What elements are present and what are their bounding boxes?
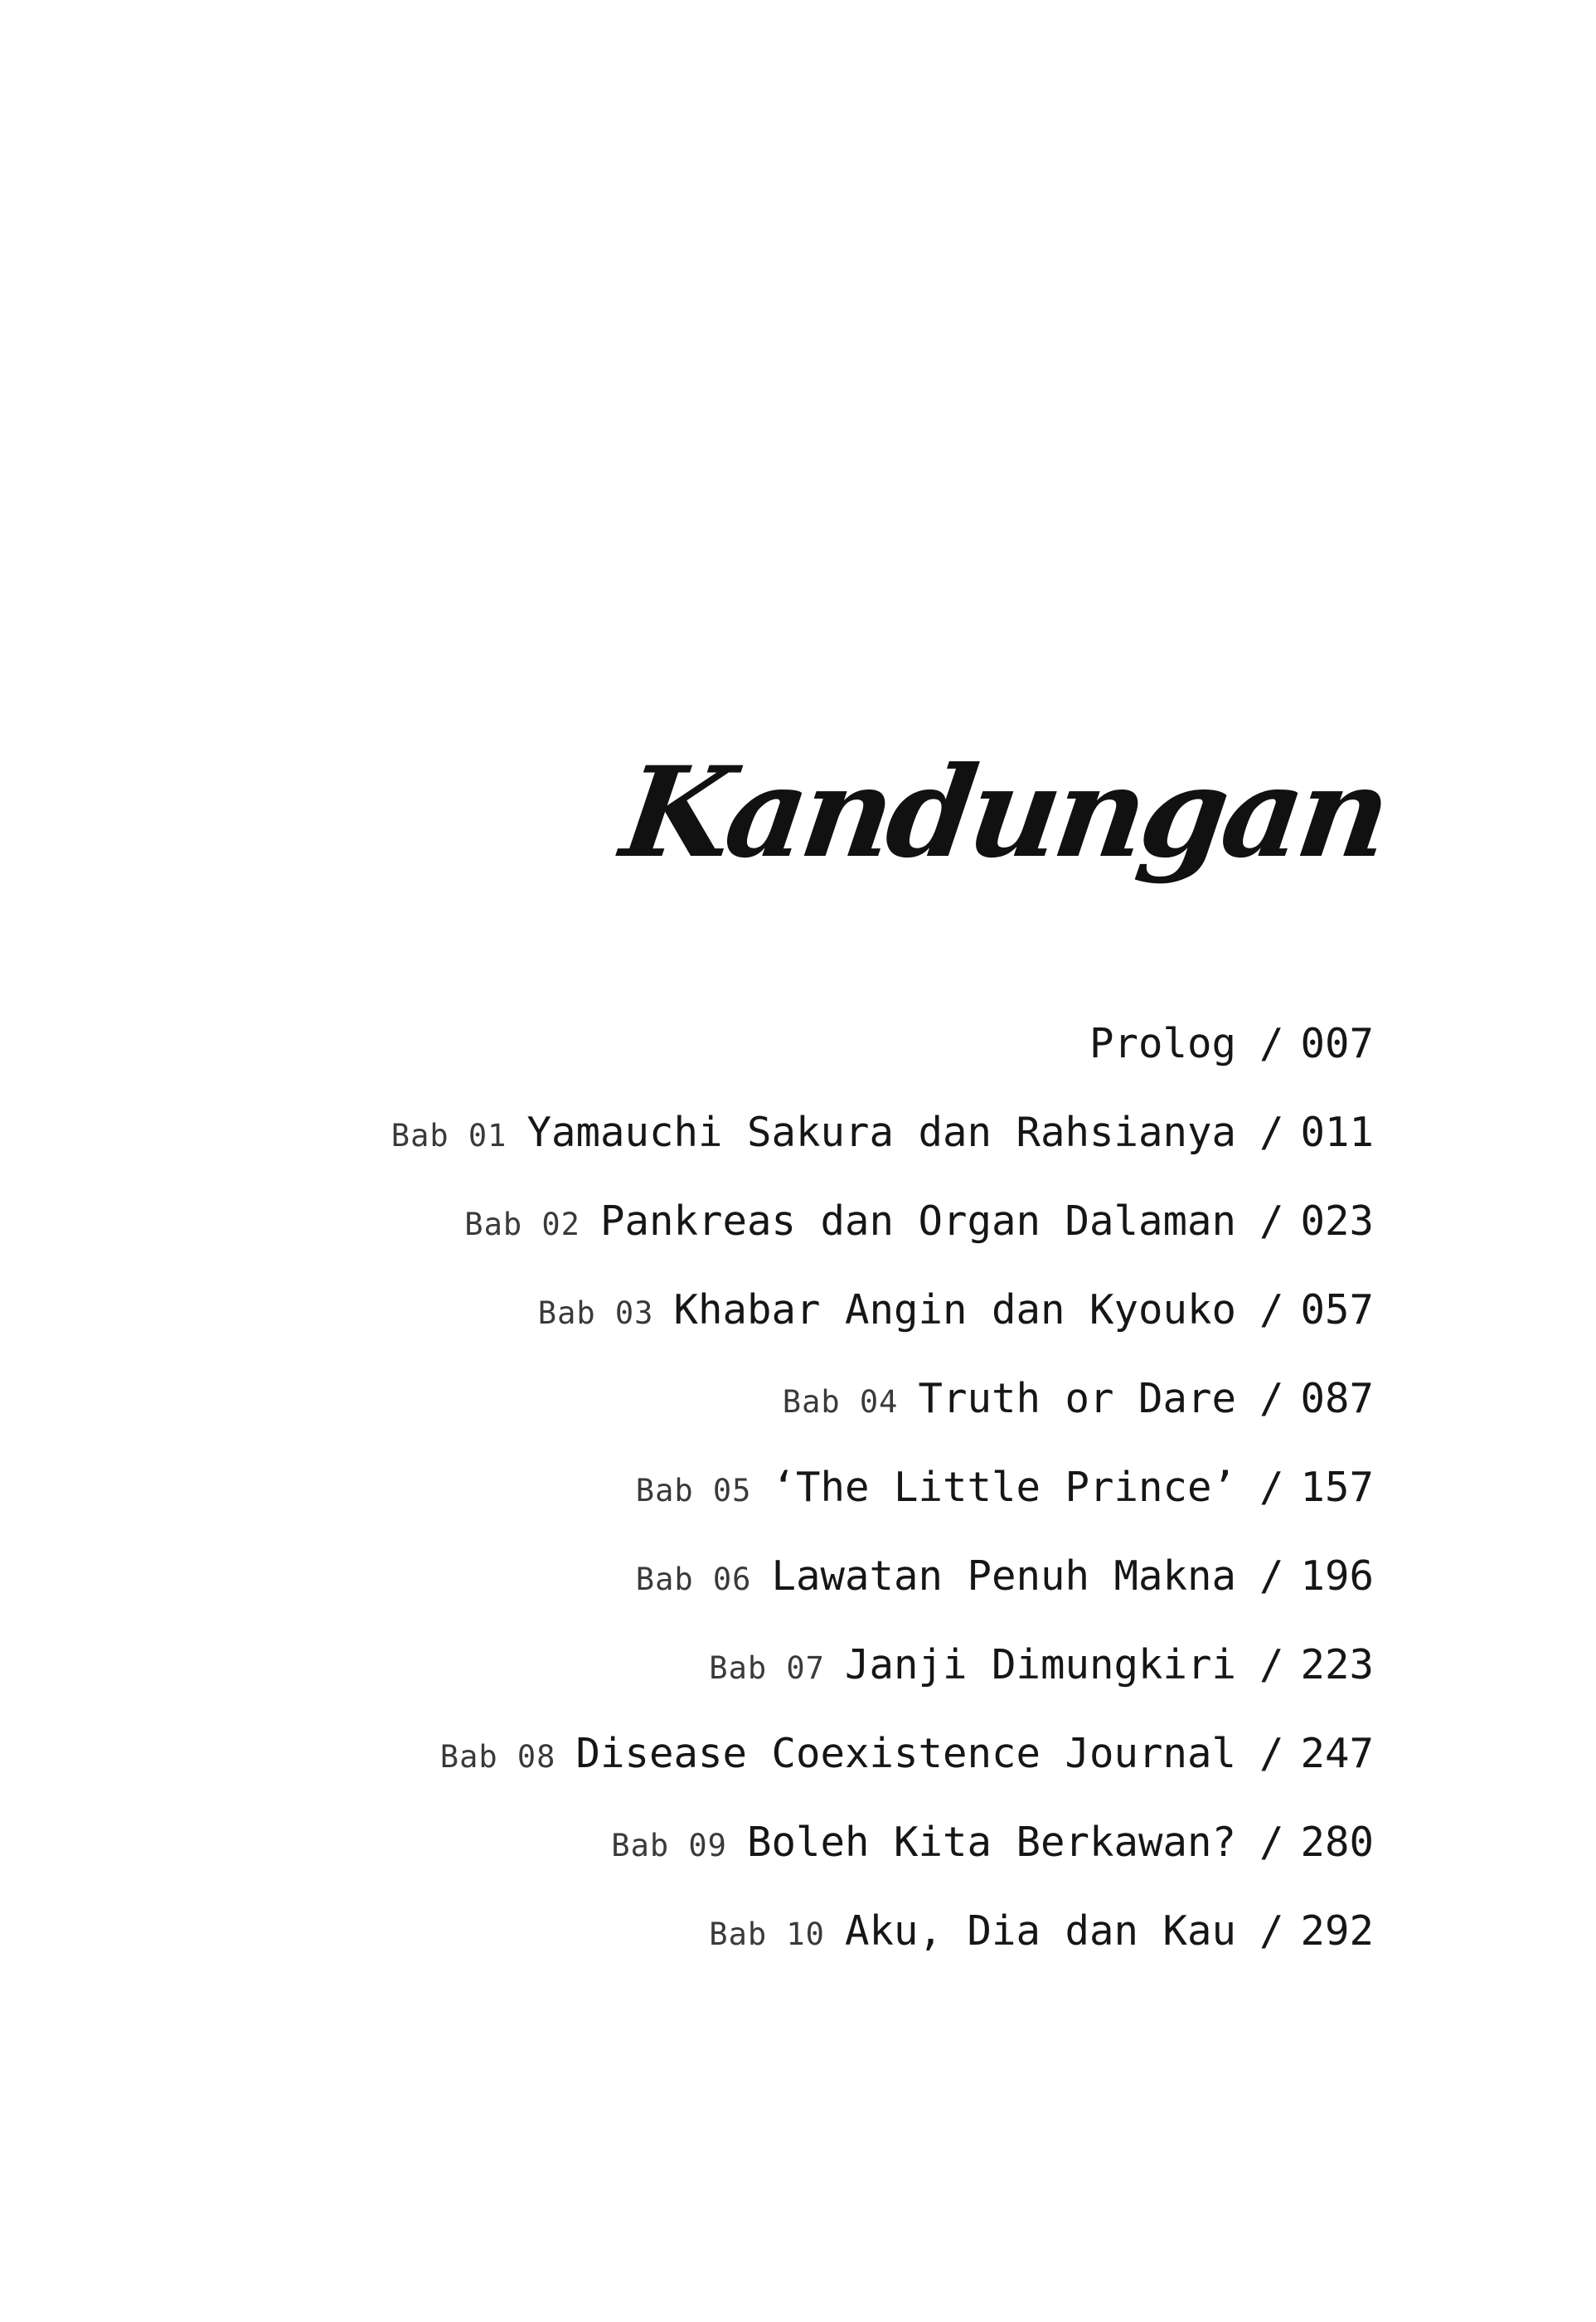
toc-entry-bab-02: [130, 1197, 1374, 1286]
toc-separator: /: [1259, 1730, 1284, 1777]
toc-chapter-number: Bab 03: [537, 1295, 654, 1331]
toc-entry-title: Khabar Angin dan Kyouko: [673, 1286, 1236, 1333]
toc-entry-title: Janji Dimungkiri: [844, 1641, 1236, 1688]
toc-separator: /: [1259, 1464, 1284, 1511]
toc-entry-bab-06: [130, 1552, 1374, 1641]
toc-page-number: 023: [1300, 1197, 1374, 1245]
toc-chapter-number: Bab 05: [635, 1473, 752, 1508]
toc-page-number: 007: [1300, 1020, 1374, 1067]
toc-entry-title: Lawatan Penuh Makna: [771, 1552, 1236, 1600]
toc-page-number: 223: [1300, 1641, 1374, 1688]
toc-separator: /: [1259, 1375, 1284, 1422]
toc-entry-bab-09: [130, 1819, 1374, 1907]
toc-entry-title: Yamauchi Sakura dan Rahsianya: [526, 1109, 1236, 1156]
toc-page-number: 280: [1300, 1819, 1374, 1866]
toc-page-number: 196: [1300, 1552, 1374, 1600]
toc-page-number: 247: [1300, 1730, 1374, 1777]
toc-entry-bab-05: [130, 1464, 1374, 1552]
toc-separator: /: [1259, 1641, 1284, 1688]
toc-entry-title: ‘The Little Prince’: [771, 1464, 1236, 1511]
toc-page-number: 087: [1300, 1375, 1374, 1422]
toc-entry-title: Boleh Kita Berkawan?: [746, 1819, 1236, 1866]
toc-page-number: 292: [1300, 1907, 1374, 1955]
toc-page-number: 057: [1300, 1286, 1374, 1333]
toc-separator: /: [1259, 1819, 1284, 1866]
toc-chapter-number: Bab 06: [635, 1562, 752, 1597]
toc-separator: /: [1259, 1197, 1284, 1245]
toc-entry-prolog: [130, 1020, 1374, 1109]
toc-chapter-number: Bab 09: [611, 1828, 727, 1863]
toc-page-number: 011: [1300, 1109, 1374, 1156]
toc-entry-title: Prolog: [1089, 1020, 1236, 1067]
toc-entry-title: Pankreas dan Organ Dalaman: [599, 1197, 1236, 1245]
toc-entry-title: Truth or Dare: [918, 1375, 1236, 1422]
toc-page-number: 157: [1300, 1464, 1374, 1511]
toc-entry-title: Disease Coexistence Journal: [575, 1730, 1236, 1777]
toc-separator: /: [1259, 1020, 1284, 1067]
toc-chapter-number: Bab 01: [391, 1118, 507, 1154]
toc-entry-bab-07: [130, 1641, 1374, 1730]
toc-chapter-number: Bab 02: [464, 1207, 580, 1242]
toc-separator: /: [1259, 1552, 1284, 1600]
toc-separator: /: [1259, 1907, 1284, 1955]
toc-entry-bab-03: [130, 1286, 1374, 1375]
toc-chapter-number: Bab 08: [439, 1739, 556, 1775]
toc-chapter-number: Bab 04: [782, 1384, 899, 1420]
toc-chapter-number: Bab 07: [709, 1650, 825, 1686]
toc-entry-bab-04: [130, 1375, 1374, 1464]
toc-entry-title: Aku, Dia dan Kau: [844, 1907, 1236, 1955]
toc-chapter-number: Bab 10: [709, 1916, 825, 1952]
toc-separator: /: [1259, 1286, 1284, 1333]
toc-entry-bab-01: [130, 1109, 1374, 1197]
page-title: Kandungan: [614, 740, 1395, 886]
toc-entry-bab-10: [130, 1907, 1374, 1996]
table-of-contents: [130, 1020, 1374, 1996]
toc-separator: /: [1259, 1109, 1284, 1156]
toc-entry-bab-08: [130, 1730, 1374, 1819]
